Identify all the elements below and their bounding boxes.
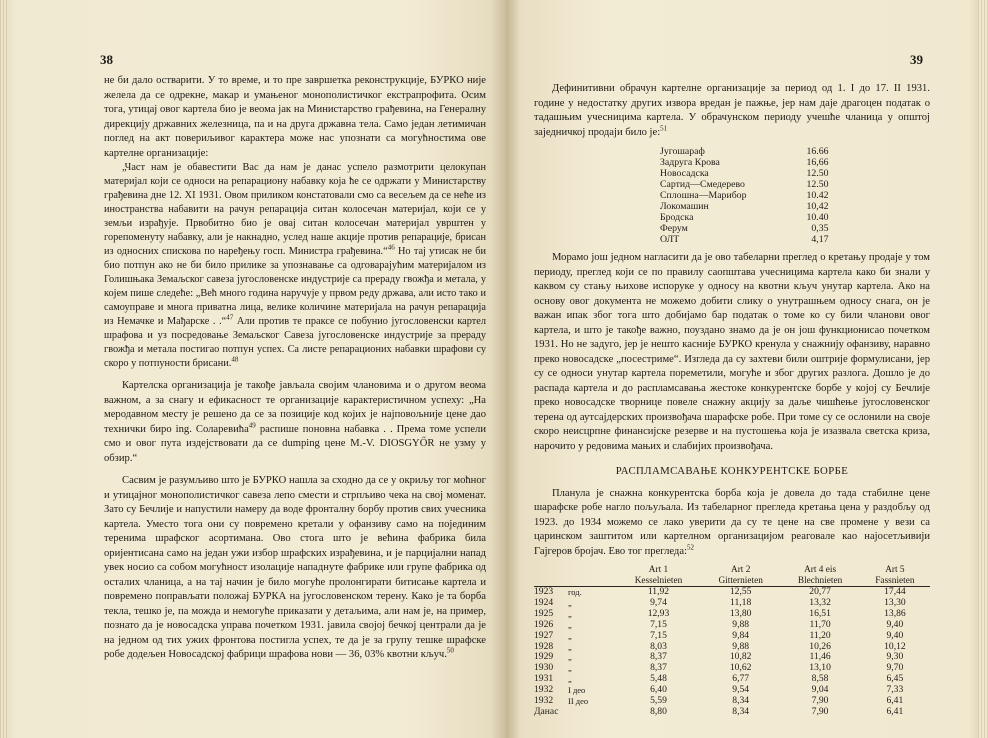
price-cell: 13,10	[809, 662, 831, 674]
share-value: 10.42	[806, 190, 829, 201]
share-row	[660, 179, 835, 190]
paragraph: Картелска организација је такође јављала својим члановима и о другом веома важном, а за снагу и ефикасност те организације карактеристичном успеху: „На меродавном месту је решено да се за позиције код којих је најповољније цене дао технички биро ing. Соларевића$^{49}$ распише поновна набавка . . Према томе успели смо и овог пута издејствовати да се dumping цене M.-V. DIOSGYŐR не узму у обзир.“	[104, 380, 486, 464]
price-cell: 8,03	[650, 640, 667, 652]
left-page-edge	[0, 0, 8, 738]
price-column-header: Art 4 eis Blechnieten	[780, 565, 859, 587]
price-cell: 10,12	[884, 640, 906, 652]
paragraph: Планула је снажна конкурентска борба која је довела до тада стабилне цене шарафске робе нагло пољуљала. Из табеларног прегледа кретања цена у раздобљу од 1923. до 1934 можемо се лако уверити да су те цене на све промене у вези са царинском заштитом или картелном организацијом реаговале као најосетљивији Гајгеров бројач. Ево тог прегледа:$^{52}$	[534, 487, 930, 557]
paragraph: Морамо још једном нагласити да је ово табеларни преглед о кретању продаје у том периоду, преглед који се по правилу саопштава учесницима картела како би знали у каквом су стању њихове испоруке у односу на квотни кључ унутар картела. Ако на основу овог документа не можемо добити слику о унутрашњем односу снага, он је важан ипак због тога што добијамо бар податак о томе ко су били чланови овог картела, и што је такође важно, поуздано знамо да је он још функционисао почетком 1931. Но не задуго, јер је нешто касније БУРКО кренула у снажнију офанзиву, наравно преко новосадске „посестриме“. Изгледа да су захтеви били оштрије формулисани, јер су се односи унутар картела пореметили, могуће и због других разлога. Дошло је до распада картела и до распламсавања жестоке конкурентске борбе у којој су Бечлије преко новосадске творнице повеле снажну акцију за даље чишћење југословенског терена од аутсајдерских произвођача шарафске робе. При томе су се ослонили на своје скоро неисцрпне финансијске резерве и на пустошења која је изазвала светска криза, нарочито у редовима мањих и слабијих произвођача.	[534, 252, 930, 452]
footnote-ref: 50	[446, 646, 454, 655]
share-member: Бродска	[660, 212, 694, 223]
share-value: 10.40	[806, 212, 829, 223]
price-row-label: II део	[568, 696, 589, 707]
price-cell: 9,88	[732, 640, 750, 652]
price-column-header: Art 5 Fassnieten	[860, 565, 930, 587]
price-column-header: Art 1 Kesselnieten	[616, 565, 701, 587]
price-row-year: 1927	[534, 629, 554, 641]
share-member: Задруга Крова	[660, 157, 720, 168]
share-value: 4,17	[811, 234, 829, 245]
price-row-label: „	[568, 597, 572, 608]
price-cell: 6,41	[886, 705, 904, 717]
price-cell: 7,90	[811, 695, 829, 707]
price-cell: 13,86	[884, 607, 906, 619]
price-row-year: Данас	[534, 705, 559, 717]
price-cell: 5,48	[650, 673, 667, 685]
share-member: Новосадска	[660, 168, 709, 179]
price-cell: 12,55	[729, 586, 752, 597]
price-cell: 11,20	[809, 629, 831, 641]
right-page-edge	[978, 0, 988, 738]
price-row-label: „	[568, 652, 572, 663]
share-member: Сартид—Смедерево	[660, 179, 745, 190]
price-row-label	[568, 707, 616, 718]
share-value: 10,42	[806, 201, 829, 212]
price-row-label: год.	[568, 587, 582, 597]
price-row-year: 1924	[534, 596, 554, 608]
footnote-ref: 48	[231, 355, 239, 364]
price-row-year: 1926	[534, 618, 554, 630]
share-value: 16,66	[806, 157, 829, 168]
price-cell: 11,92	[647, 586, 670, 597]
share-row	[660, 157, 835, 168]
price-cell: 13,30	[884, 596, 906, 608]
left-page-text	[104, 74, 486, 663]
price-cell: 13,80	[729, 607, 752, 619]
price-row-year: 1923	[534, 586, 554, 597]
price-cell: 8,37	[650, 651, 667, 663]
price-cell: 6,45	[886, 673, 904, 685]
price-cell: 13,32	[809, 596, 831, 608]
price-column-header: Art 2 Gitternieten	[701, 565, 780, 587]
price-cell: 8,37	[650, 662, 667, 674]
share-row	[660, 212, 835, 223]
price-cell: 7,15	[650, 629, 667, 641]
price-row	[534, 707, 930, 718]
price-cell: 10,62	[729, 662, 752, 674]
price-cell: 9,84	[732, 629, 750, 641]
price-cell: 12,93	[647, 607, 670, 619]
price-cell: 7,90	[811, 705, 829, 717]
footnote-ref: 46	[387, 243, 395, 252]
quota-share-table	[660, 146, 835, 245]
price-cell: 9,74	[650, 596, 667, 608]
price-cell: 9,30	[886, 651, 904, 663]
share-value: 0,35	[811, 223, 829, 234]
price-cell: 16,51	[809, 607, 831, 619]
price-row-year: 1929	[534, 651, 554, 663]
price-row-year: 1931	[534, 673, 554, 685]
share-row	[660, 146, 835, 157]
share-member: Југошараф	[660, 146, 705, 157]
price-row	[534, 620, 930, 631]
quote-paragraph: „Част нам је обавестити Вас да нам је данас успело размотрити целокупан материјал који се односи на репарациону набавку која ће се одржати у Министарству грађевина дне 12. XI 1931. Овом приликом констатовали смо са весељем да се неће из иностранства набавити на рачун репарација ситан колосечан материјал, који се у земљи израђује. Првобитно био је овај ситан колосечан материјал уврштен у горепоменуту набавку, али је накнадно, услед наше акције против репарације, брисан из односних спискова по наређењу госп. Министра грађевина.“$^{46}$ Но тај утисак не би био потпун ако не би било прилике за упознавање са одговарајућим материјалом из Голишњака Земаљског савеза југословенске индустрије са прераду гвожђа и метала, у којем пише следеће: „Већ много година наручује у првом реду држава, али исто тако и самоуправе и многа приватна лица, велике количине материјала на рачун репарација из Немачке и Мађарске . .“$^{47}$ Али против те праксе се побунио југословенски картел шрафова и уз посредовање Земаљског Савеза југословенске индустрије за прераду гвожђа и метала постигао потпун успех. Са листе репарационих набавки шрафови су скоро у потпуности брисани.$^{48}$	[104, 162, 486, 369]
price-row-label: „	[568, 630, 572, 641]
price-cell: 8,34	[732, 705, 750, 717]
price-cell: 8,34	[732, 695, 750, 707]
share-row	[660, 168, 835, 179]
footnote-ref: 51	[660, 123, 668, 132]
share-row	[660, 223, 835, 234]
right-page-text	[534, 82, 930, 718]
share-value: 12.50	[806, 179, 829, 190]
price-row-label: „	[568, 674, 572, 685]
share-value: 12.50	[806, 168, 829, 179]
price-cell: 10,26	[809, 640, 831, 652]
price-cell: 9,88	[732, 618, 750, 630]
price-cell: 9,40	[886, 618, 904, 630]
right-page	[506, 0, 988, 738]
price-cell: 11,46	[809, 651, 831, 663]
share-row	[660, 234, 835, 245]
price-cell: 9,54	[732, 684, 750, 696]
paragraph: не би дало остварити. У то време, и то пре завршетка реконструкције, БУРКО није желела да се одрекне, макар и умањеног монополистичког екстрапрофита. Осим тога, утицај овог картела био је веома јак на Министарство грађевина, на Генералну дирекцију државних железница, па и на друга државна тела. Само један летимичан поглед на акт повериљивог карактера може нас упознати са могућностима ове картелне организације:	[104, 75, 486, 159]
share-member: Сплошна—Марибор	[660, 190, 747, 201]
price-row	[534, 631, 930, 642]
share-member: Локомашин	[660, 201, 709, 212]
footnote-ref: 47	[226, 313, 234, 322]
footnote-ref: 49	[248, 420, 256, 429]
price-cell: 20,77	[809, 586, 831, 597]
price-table	[534, 565, 930, 718]
price-cell: 9,40	[886, 629, 904, 641]
share-row	[660, 201, 835, 212]
price-cell: 11,70	[809, 618, 831, 630]
right-page-number: 39	[910, 52, 923, 67]
price-cell: 9,04	[811, 684, 829, 696]
price-row-year: 1930	[534, 662, 554, 674]
share-member: Ферум	[660, 223, 688, 234]
price-row-year: 1925	[534, 607, 554, 619]
price-cell: 9,70	[886, 662, 904, 674]
price-cell: 17,44	[884, 586, 906, 597]
price-row-year: 1932	[534, 684, 554, 696]
price-row-label: „	[568, 608, 572, 619]
price-row-year: 1928	[534, 640, 554, 652]
price-cell: 6,40	[650, 684, 667, 696]
paragraph: Сасвим је разумљиво што је БУРКО нашла за сходно да се у окриљу тог моћног и утицајног монополистичког савеза лепо смести и стрпљиво чека на свој моменат. Зато су Бечлије и напустили намеру да воде фронталну борбу против свих учесника картела. Уместо тога они су повремено кретали у офанзиву само на појединим теренима шрафског асортимана. Ово стога што је већина фабрика била оријентисана само на један ужи избор шрафских израђевина, и је парцијални напад увек носио са собом могућност изолације нападнуте фабрике или групе фабрика од осталих чланица, а на тај начин је било могуће пролонгирати битисање картела и повремено поправљати положај БУРКА на југословенском терену. Како је та борба текла, тешко је, па можда и немогуће приказати у детаљима, али нам је, на пример, познато да је новосадска управа почетком 1931. јавила својој бечкој централи да је на једном од тих ужих фронтова постигла успех, те да је за групу тешке шрафске робе додељен Новосадској фабрици шрафова нови — 36, 03% квотни кључ.$^{50}$	[104, 475, 486, 660]
price-row-label: „	[568, 663, 572, 674]
price-cell: 7,33	[886, 684, 904, 696]
share-value: 16.66	[806, 146, 829, 157]
price-cell: 6,77	[732, 673, 750, 685]
paragraph: Дефинитивни обрачун картелне организације за период од 1. I до 17. II 1931. године у недостатку других извора вредан је пажње, јер нам даје драгоцен податак о тадашњим учесницима картела. У обрачунском периоду учешће чланица у општој заједничкој продаји било је:$^{51}$	[534, 83, 930, 138]
price-cell: 5,59	[650, 695, 667, 707]
share-row	[660, 190, 835, 201]
left-page-number: 38	[100, 52, 113, 67]
price-row-label: „	[568, 641, 572, 652]
section-heading: РАСПЛАМСАВАЊЕ КОНКУРЕНТСКЕ БОРБЕ	[615, 465, 849, 477]
share-member: ОЛТ	[660, 234, 680, 245]
price-cell: 6,41	[886, 695, 904, 707]
price-row-label: I део	[568, 685, 586, 696]
price-cell: 8,80	[650, 705, 667, 717]
footnote-ref: 52	[686, 542, 694, 551]
price-cell: 7,15	[650, 618, 667, 630]
price-cell: 11,18	[730, 596, 752, 608]
price-row-year: 1932	[534, 695, 554, 707]
price-row-label: „	[568, 619, 572, 630]
price-cell: 8,58	[811, 673, 829, 685]
price-cell: 10,82	[729, 651, 752, 663]
